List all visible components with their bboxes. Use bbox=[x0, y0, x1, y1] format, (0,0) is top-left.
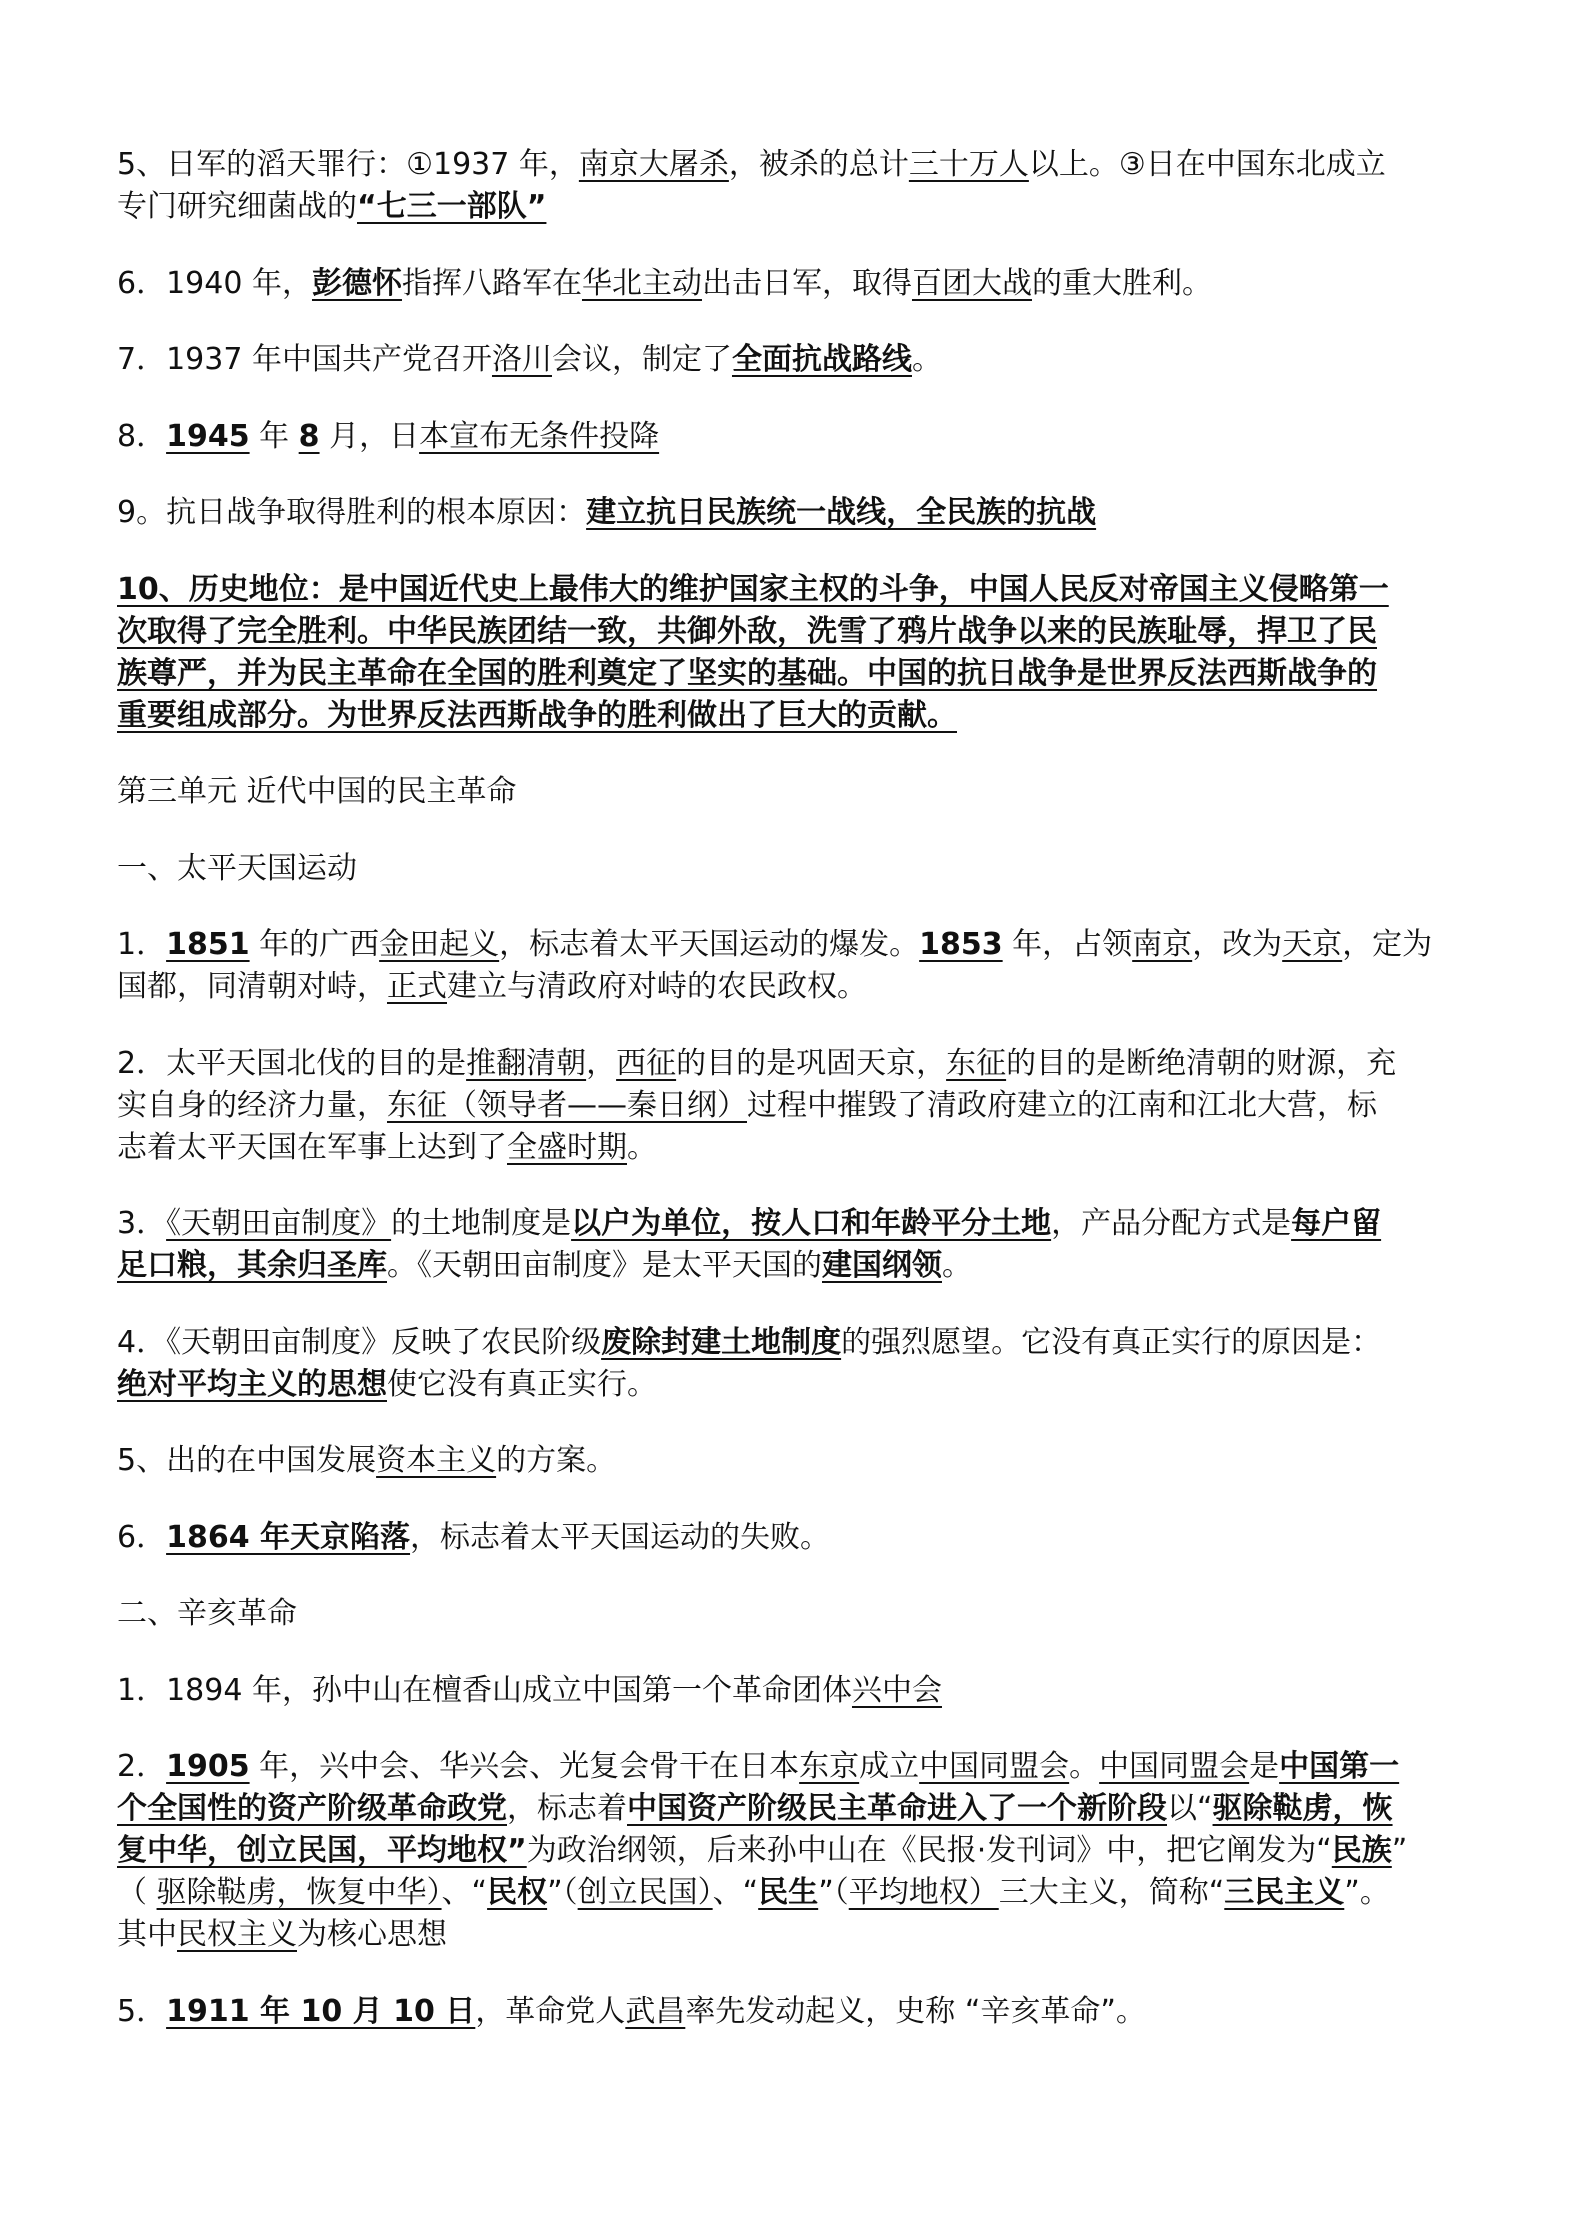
text-segment: ，改为 bbox=[1192, 927, 1283, 962]
text-line bbox=[117, 1518, 1477, 1558]
underlined-term: 东征（领导者——秦日纲） bbox=[387, 1088, 747, 1123]
underlined-term: 东征 bbox=[946, 1046, 1007, 1081]
text-segment: ” bbox=[1391, 1833, 1408, 1868]
underlined-term: 1851 bbox=[166, 927, 250, 962]
text-segment: 。 bbox=[1069, 1749, 1100, 1784]
text-segment: 年 bbox=[249, 419, 299, 454]
text-line bbox=[117, 1915, 1477, 1955]
underlined-term: 南京 bbox=[1132, 927, 1193, 962]
underlined-term: 民生 bbox=[758, 1875, 819, 1910]
text-segment: 1．1894 年，孙中山在檀香山成立中国第一个革命团体 bbox=[117, 1673, 852, 1708]
underlined-term: 民权主义 bbox=[177, 1917, 297, 1952]
underlined-term: 兴中会 bbox=[851, 1673, 942, 1708]
underlined-term: 创立民国） bbox=[577, 1875, 713, 1910]
text-segment: ，被杀的总计 bbox=[728, 147, 909, 182]
text-segment: 实自身的经济力量， bbox=[117, 1088, 387, 1123]
underlined-term: 百团大战 bbox=[911, 266, 1032, 301]
underlined-term: 建立抗日民族统一战线，全民族的抗战 bbox=[586, 495, 1097, 530]
text-segment: 的土地制度是 bbox=[391, 1206, 572, 1241]
text-line bbox=[117, 145, 1477, 185]
text-segment: ，定为 bbox=[1342, 927, 1433, 962]
underlined-term: 本宣布无条件投降 bbox=[419, 419, 660, 454]
underlined-term: 金田起义 bbox=[379, 927, 500, 962]
text-line bbox=[117, 1323, 1477, 1363]
text-segment: 。 bbox=[627, 1130, 657, 1165]
text-line bbox=[117, 1086, 1477, 1126]
text-segment: 的强烈愿望。它没有真正实行的原因是： bbox=[841, 1325, 1382, 1360]
text-segment: 7．1937 年中国共产党召开 bbox=[117, 342, 492, 377]
text-line bbox=[117, 1128, 1477, 1168]
text-segment: ”（ bbox=[818, 1875, 849, 1910]
text-segment: ”（ bbox=[547, 1875, 578, 1910]
underlined-term: 西征 bbox=[616, 1046, 677, 1081]
underlined-term: 次取得了完全胜利。中华民族团结一致，共御外敌，洗雪了鸦片战争以来的民族耻辱，捍卫了民 bbox=[117, 614, 1377, 649]
text-segment: 年的广西 bbox=[249, 927, 380, 962]
text-line bbox=[117, 1747, 1477, 1787]
text-line bbox=[117, 1441, 1477, 1481]
underlined-term: 正式 bbox=[387, 969, 447, 1004]
underlined-term: 驱除鞑虏，恢复中华） bbox=[156, 1875, 442, 1910]
text-segment: 国都，同清朝对峙， bbox=[117, 969, 387, 1004]
text-line bbox=[117, 264, 1477, 304]
text-line bbox=[117, 1204, 1477, 1244]
text-segment: ，革命党人 bbox=[475, 1994, 626, 2029]
text-line bbox=[117, 493, 1477, 533]
text-line bbox=[117, 417, 1477, 457]
text-segment: 出击日军，取得 bbox=[701, 266, 912, 301]
text-segment: 。《天朝田亩制度》是太平天国的 bbox=[387, 1248, 822, 1283]
text-segment: 的目的是巩固天京， bbox=[676, 1046, 947, 1081]
underlined-term: 武昌 bbox=[625, 1994, 686, 2029]
underlined-term: 三十万人 bbox=[908, 147, 1029, 182]
underlined-term: 复中华，创立民国，平均地权” bbox=[117, 1833, 527, 1868]
text-segment: 年，占领 bbox=[1002, 927, 1133, 962]
underlined-term: 重要组成部分。为世界反法西斯战争的胜利做出了巨大的贡献。 bbox=[117, 698, 957, 733]
text-segment: 1． bbox=[117, 927, 167, 962]
underlined-term: 1864 年天京陷落 bbox=[166, 1520, 411, 1555]
text-segment: 使它没有真正实行。 bbox=[387, 1367, 657, 1402]
text-segment: 2． bbox=[117, 1749, 167, 1784]
underlined-term: 10、历史地位：是中国近代史上最伟大的维护国家主权的斗争，中国人民反对帝国主义侵略第一 bbox=[117, 572, 1389, 607]
text-segment: 第三单元 近代中国的民主革命 bbox=[117, 774, 517, 809]
text-line bbox=[117, 1365, 1477, 1405]
underlined-term: 中国资产阶级民主革命进入了一个新阶段 bbox=[627, 1791, 1167, 1826]
underlined-term: 中国同盟会 bbox=[919, 1749, 1070, 1784]
text-line bbox=[117, 570, 1477, 610]
text-segment: 6． bbox=[117, 1520, 167, 1555]
underlined-term: 推翻清朝 bbox=[466, 1046, 587, 1081]
underlined-term: 华北主动 bbox=[581, 266, 702, 301]
underlined-term: 1853 bbox=[919, 927, 1003, 962]
text-line bbox=[117, 654, 1477, 694]
underlined-term: 民族 bbox=[1331, 1833, 1392, 1868]
underlined-term: 1905 bbox=[166, 1749, 250, 1784]
text-segment: 志着太平天国在军事上达到了 bbox=[117, 1130, 507, 1165]
text-line bbox=[117, 1671, 1477, 1711]
text-line bbox=[117, 612, 1477, 652]
text-segment: 其中 bbox=[117, 1917, 177, 1952]
text-line bbox=[117, 1873, 1477, 1913]
underlined-term: 天京 bbox=[1282, 927, 1343, 962]
text-line bbox=[117, 187, 1477, 227]
text-segment: 过程中摧毁了清政府建立的江南和江北大营，标 bbox=[747, 1088, 1377, 1123]
text-segment: 率先发动起义，史称 “辛亥革命”。 bbox=[685, 1994, 1146, 2029]
underlined-term: 平均地权） bbox=[848, 1875, 999, 1910]
underlined-term: 8 bbox=[298, 419, 320, 454]
text-segment: 5、日军的滔天罪行：①1937 年， bbox=[117, 147, 579, 182]
text-segment: ，标志着 bbox=[507, 1791, 627, 1826]
text-segment: ”。 bbox=[1344, 1875, 1390, 1910]
underlined-term: 中国同盟会 bbox=[1099, 1749, 1250, 1784]
text-line bbox=[117, 1246, 1477, 1286]
underlined-term: 彭德怀 bbox=[311, 266, 402, 301]
text-segment: 的目的是断绝清朝的财源，充 bbox=[1006, 1046, 1397, 1081]
text-line bbox=[117, 772, 1477, 812]
text-segment: 月，日 bbox=[319, 419, 420, 454]
underlined-term: “七三一部队” bbox=[357, 189, 547, 224]
text-segment: 成立 bbox=[859, 1749, 920, 1784]
text-line bbox=[117, 1992, 1477, 2032]
text-line bbox=[117, 1831, 1477, 1871]
underlined-term: 中国第一 bbox=[1279, 1749, 1400, 1784]
text-line bbox=[117, 967, 1477, 1007]
underlined-term: 南京大屠杀 bbox=[578, 147, 729, 182]
text-segment: ，标志着太平天国运动的失败。 bbox=[410, 1520, 831, 1555]
text-segment: 的方案。 bbox=[496, 1443, 617, 1478]
text-line bbox=[117, 1594, 1477, 1634]
text-segment: 9。抗日战争取得胜利的根本原因： bbox=[117, 495, 587, 530]
text-segment: 的重大胜利。 bbox=[1031, 266, 1212, 301]
text-segment: 、“ bbox=[441, 1875, 488, 1910]
text-line bbox=[117, 1044, 1477, 1084]
text-segment: 是 bbox=[1249, 1749, 1280, 1784]
text-segment: 4．《天朝田亩制度》反映了农民阶级 bbox=[117, 1325, 602, 1360]
text-segment: 专门研究细菌战的 bbox=[117, 189, 357, 224]
underlined-term: 洛川 bbox=[491, 342, 552, 377]
underlined-term: 个全国性的资产阶级革命政党 bbox=[117, 1791, 507, 1826]
underlined-term: 族尊严，并为民主革命在全国的胜利奠定了坚实的基础。中国的抗日战争是世界反法西斯战争的 bbox=[117, 656, 1377, 691]
underlined-term: 三民主义 bbox=[1224, 1875, 1345, 1910]
underlined-term: 建国纲领 bbox=[822, 1248, 942, 1283]
underlined-term: 绝对平均主义的思想 bbox=[117, 1367, 387, 1402]
text-segment: 3． bbox=[117, 1206, 167, 1241]
text-segment: 二、辛亥革命 bbox=[117, 1596, 297, 1631]
text-segment: 5、出的在中国发展 bbox=[117, 1443, 377, 1478]
text-segment: ，标志着太平天国运动的爆发。 bbox=[499, 927, 920, 962]
underlined-term: 足口粮，其余归圣库 bbox=[117, 1248, 387, 1283]
text-segment: 。 bbox=[911, 342, 942, 377]
text-segment: ，产品分配方式是 bbox=[1051, 1206, 1292, 1241]
text-segment: 。 bbox=[942, 1248, 972, 1283]
text-segment: 建立与清政府对峙的农民政权。 bbox=[447, 969, 867, 1004]
underlined-term: 东京 bbox=[799, 1749, 860, 1784]
text-segment: 2．太平天国北伐的目的是 bbox=[117, 1046, 467, 1081]
underlined-term: 驱除鞑虏，恢 bbox=[1212, 1791, 1393, 1826]
text-line bbox=[117, 1789, 1477, 1829]
text-segment: 为政治纲领，后来孙中山在《民报·发刊词》中，把它阐发为“ bbox=[526, 1833, 1332, 1868]
text-segment: 、“ bbox=[712, 1875, 759, 1910]
text-segment: 6．1940 年， bbox=[117, 266, 312, 301]
underlined-term: 全盛时期 bbox=[507, 1130, 627, 1165]
text-segment: 三大主义，简称“ bbox=[998, 1875, 1225, 1910]
text-segment: 指挥八路军在 bbox=[401, 266, 582, 301]
text-segment: 一、太平天国运动 bbox=[117, 851, 357, 886]
text-line bbox=[117, 340, 1477, 380]
text-segment: 5． bbox=[117, 1994, 167, 2029]
text-segment: 以上。③日在中国东北成立 bbox=[1028, 147, 1386, 182]
underlined-term: 以户为单位，按人口和年龄平分土地 bbox=[571, 1206, 1052, 1241]
underlined-term: 1945 bbox=[166, 419, 250, 454]
text-segment: 会议，制定了 bbox=[551, 342, 732, 377]
text-segment: 为核心思想 bbox=[297, 1917, 447, 1952]
text-line bbox=[117, 696, 1477, 736]
underlined-term: 废除封建土地制度 bbox=[601, 1325, 842, 1360]
underlined-term: 1911 年 10 月 10 日 bbox=[166, 1994, 476, 2029]
text-line bbox=[117, 849, 1477, 889]
text-segment: 8． bbox=[117, 419, 167, 454]
underlined-term: 资本主义 bbox=[376, 1443, 497, 1478]
text-line bbox=[117, 925, 1477, 965]
underlined-term: 民权 bbox=[487, 1875, 548, 1910]
underlined-term: 全面抗战路线 bbox=[731, 342, 912, 377]
text-segment: 年，兴中会、华兴会、光复会骨干在日本 bbox=[249, 1749, 800, 1784]
text-segment: （ bbox=[117, 1875, 157, 1910]
underlined-term: 《天朝田亩制度》 bbox=[166, 1206, 392, 1241]
text-segment: 以“ bbox=[1167, 1791, 1213, 1826]
underlined-term: 每户留 bbox=[1291, 1206, 1382, 1241]
text-segment: ， bbox=[586, 1046, 617, 1081]
